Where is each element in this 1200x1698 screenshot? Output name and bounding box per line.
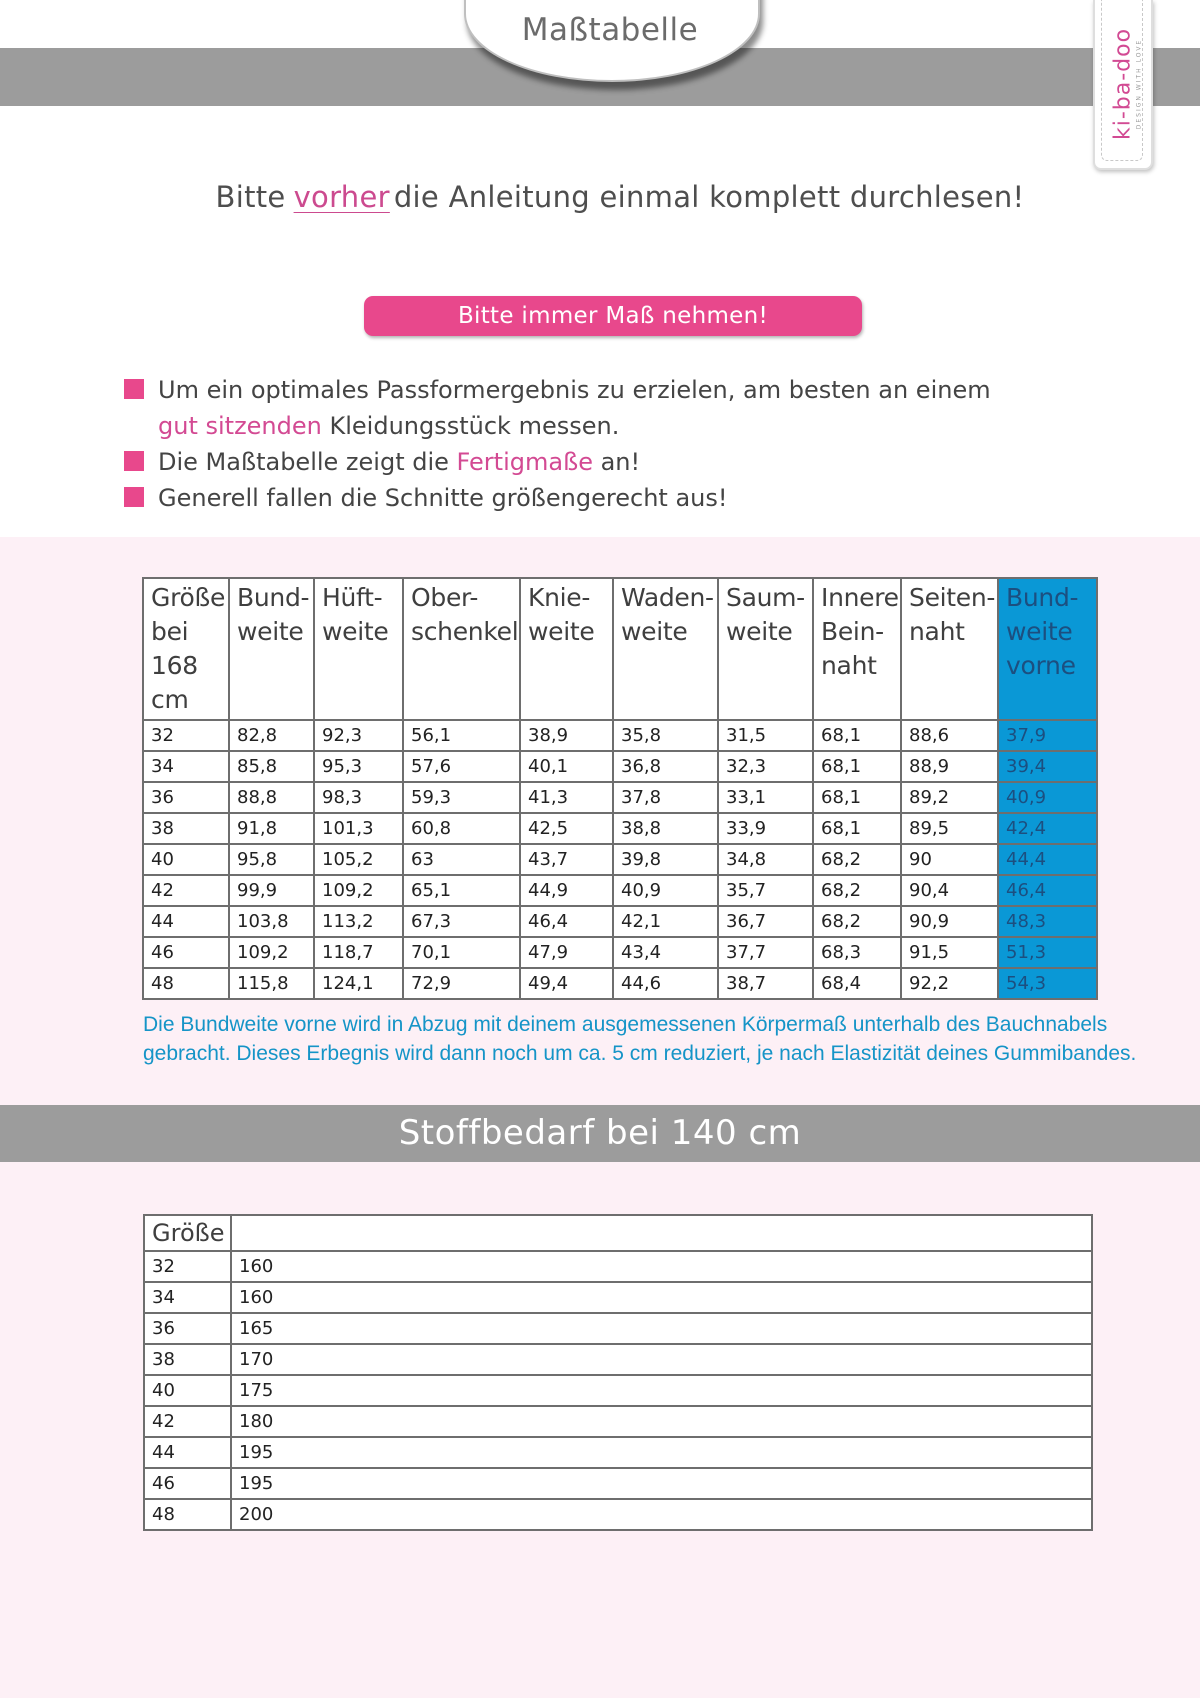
col-header: Innere Bein-naht: [813, 578, 901, 720]
table-cell: 38: [143, 813, 229, 844]
table-cell: 67,3: [403, 906, 520, 937]
table-cell: 91,5: [901, 937, 998, 968]
table-cell: 42: [144, 1406, 231, 1437]
table-row: [144, 1251, 1092, 1282]
table-cell: 70,1: [403, 937, 520, 968]
fabric-header-row: [144, 1215, 1092, 1251]
table-cell-highlight: 37,9: [998, 720, 1097, 751]
table-cell: 109,2: [314, 875, 403, 906]
page-title: Maßtabelle: [521, 12, 699, 48]
note-1-after: Kleidungsstück messen.: [329, 412, 620, 440]
note-2-highlight: Fertigmaße: [456, 448, 593, 476]
table-cell: 35,8: [613, 720, 718, 751]
table-cell: 44: [143, 906, 229, 937]
table-row: [143, 906, 1097, 937]
table-cell: 95,3: [314, 751, 403, 782]
bullet-square-icon: [124, 379, 144, 399]
table-cell: 109,2: [229, 937, 314, 968]
table-cell: 43,7: [520, 844, 613, 875]
table-row: [143, 875, 1097, 906]
table-cell: 68,1: [813, 720, 901, 751]
table-cell: 195: [231, 1437, 1092, 1468]
table-cell: 170: [231, 1344, 1092, 1375]
table-cell: 36,8: [613, 751, 718, 782]
table-cell: 47,9: [520, 937, 613, 968]
table-cell: 33,9: [718, 813, 813, 844]
table-cell: 32: [144, 1251, 231, 1282]
col-header: Seiten-naht: [901, 578, 998, 720]
table-row: [144, 1437, 1092, 1468]
table-cell-highlight: 46,4: [998, 875, 1097, 906]
note-item: [124, 372, 1124, 444]
intro-highlight: vorher: [293, 180, 390, 214]
table-cell: 91,8: [229, 813, 314, 844]
table-cell: 32,3: [718, 751, 813, 782]
table-cell: 88,9: [901, 751, 998, 782]
table-cell: 60,8: [403, 813, 520, 844]
table-cell: 44,6: [613, 968, 718, 999]
table-cell: 42,1: [613, 906, 718, 937]
col-header: Hüft-weite: [314, 578, 403, 720]
table-cell: 37,8: [613, 782, 718, 813]
table-cell: 41,3: [520, 782, 613, 813]
table-cell: 90,4: [901, 875, 998, 906]
note-1-continued: [158, 408, 1124, 444]
table-row: [144, 1375, 1092, 1406]
table-cell: 65,1: [403, 875, 520, 906]
table-row: [144, 1344, 1092, 1375]
col-header: Größe bei 168 cm: [143, 578, 229, 720]
table-cell: 39,8: [613, 844, 718, 875]
table-cell: 68,3: [813, 937, 901, 968]
table-cell: 35,7: [718, 875, 813, 906]
table-cell: 57,6: [403, 751, 520, 782]
table-row: [143, 844, 1097, 875]
table-cell: 68,2: [813, 906, 901, 937]
note-item: [124, 480, 1124, 516]
table-cell: 101,3: [314, 813, 403, 844]
table-cell: 95,8: [229, 844, 314, 875]
table-row: [144, 1406, 1092, 1437]
table-cell: 36,7: [718, 906, 813, 937]
table-cell: 38: [144, 1344, 231, 1375]
table-cell: 49,4: [520, 968, 613, 999]
logo-text: ki-ba-doo: [1110, 27, 1136, 141]
table-cell: 33,1: [718, 782, 813, 813]
table-cell: 92,3: [314, 720, 403, 751]
table-cell: 88,8: [229, 782, 314, 813]
table-cell: 68,4: [813, 968, 901, 999]
table-cell: 40,9: [613, 875, 718, 906]
table-cell: 38,9: [520, 720, 613, 751]
note-1-highlight: gut sitzenden: [158, 412, 322, 440]
intro-line: [0, 180, 1200, 214]
table-cell: 68,2: [813, 844, 901, 875]
table-cell: 89,5: [901, 813, 998, 844]
table-cell: 56,1: [403, 720, 520, 751]
notes-list: [124, 372, 1124, 516]
table-row: [143, 813, 1097, 844]
table-cell: 38,8: [613, 813, 718, 844]
table-cell: 98,3: [314, 782, 403, 813]
table-cell: 200: [231, 1499, 1092, 1530]
measure-notice: Bitte immer Maß nehmen!: [364, 296, 862, 336]
table-cell: 44: [144, 1437, 231, 1468]
table-cell: 90,9: [901, 906, 998, 937]
table-cell: 40: [144, 1375, 231, 1406]
table-cell: 85,8: [229, 751, 314, 782]
table-cell: 36: [143, 782, 229, 813]
table-row: [143, 782, 1097, 813]
table-cell: 68,1: [813, 751, 901, 782]
table-cell: 72,9: [403, 968, 520, 999]
size-table-header-row: [143, 578, 1097, 720]
table-cell: 37,7: [718, 937, 813, 968]
table-cell: 180: [231, 1406, 1092, 1437]
table-cell: 34: [143, 751, 229, 782]
table-cell: 42,5: [520, 813, 613, 844]
fabric-title: Stoffbedarf bei 140 cm: [0, 1105, 1200, 1162]
table-cell: 46: [143, 937, 229, 968]
table-cell: 59,3: [403, 782, 520, 813]
note-item: [124, 444, 1124, 480]
table-cell: 160: [231, 1282, 1092, 1313]
table-cell: 105,2: [314, 844, 403, 875]
size-table: [142, 577, 1098, 1000]
table-cell: 90: [901, 844, 998, 875]
table-row: [144, 1499, 1092, 1530]
table-cell: 82,8: [229, 720, 314, 751]
table-cell: 124,1: [314, 968, 403, 999]
table-cell: 38,7: [718, 968, 813, 999]
table-cell-highlight: 54,3: [998, 968, 1097, 999]
table-cell-highlight: 51,3: [998, 937, 1097, 968]
table-cell: 63: [403, 844, 520, 875]
brand-logo: [1093, 0, 1153, 170]
table-cell: 115,8: [229, 968, 314, 999]
note-2-before: Die Maßtabelle zeigt die: [158, 448, 449, 476]
table-row: [143, 937, 1097, 968]
table-cell: 42: [143, 875, 229, 906]
table-cell: 32: [143, 720, 229, 751]
table-cell: 165: [231, 1313, 1092, 1344]
table-cell: 31,5: [718, 720, 813, 751]
col-header-highlight: Bund-weite vorne: [998, 578, 1097, 720]
bullet-square-icon: [124, 451, 144, 471]
note-3-text: Generell fallen die Schnitte größengerecht aus!: [158, 484, 728, 512]
table-cell: 160: [231, 1251, 1092, 1282]
col-header: Größe: [144, 1215, 231, 1251]
table-cell: 99,9: [229, 875, 314, 906]
table-cell: 48: [143, 968, 229, 999]
table-row: [143, 720, 1097, 751]
table-cell-highlight: 40,9: [998, 782, 1097, 813]
table-cell: 68,2: [813, 875, 901, 906]
table-cell: 44,9: [520, 875, 613, 906]
col-header: Waden-weite: [613, 578, 718, 720]
fabric-table: [143, 1214, 1093, 1531]
table-cell-highlight: 39,4: [998, 751, 1097, 782]
col-header-empty: [231, 1215, 1092, 1251]
table-cell: 103,8: [229, 906, 314, 937]
table-cell: 40: [143, 844, 229, 875]
table-cell-highlight: 44,4: [998, 844, 1097, 875]
table-row: [143, 751, 1097, 782]
table-cell: 113,2: [314, 906, 403, 937]
size-table-footnote: Die Bundweite vorne wird in Abzug mit deinem ausgemessenen Körpermaß unterhalb des Bauchnabels gebracht. Dieses Erbegnis wird dann noch um ca. 5 cm reduziert, je nach Elastizität deines Gummibandes.: [143, 1013, 1137, 1065]
intro-before: Bitte: [215, 180, 286, 214]
table-row: [144, 1313, 1092, 1344]
col-header: Bund-weite: [229, 578, 314, 720]
col-header: Knie-weite: [520, 578, 613, 720]
intro-after: die Anleitung einmal komplett durchlesen!: [393, 180, 1025, 214]
table-cell: 34,8: [718, 844, 813, 875]
table-cell: 89,2: [901, 782, 998, 813]
table-cell: 68,1: [813, 782, 901, 813]
table-cell: 118,7: [314, 937, 403, 968]
table-cell: 36: [144, 1313, 231, 1344]
table-cell-highlight: 48,3: [998, 906, 1097, 937]
table-cell: 46: [144, 1468, 231, 1499]
col-header: Saum-weite: [718, 578, 813, 720]
table-cell: 195: [231, 1468, 1092, 1499]
table-cell: 48: [144, 1499, 231, 1530]
table-cell: 43,4: [613, 937, 718, 968]
table-cell: 175: [231, 1375, 1092, 1406]
table-row: [143, 968, 1097, 999]
table-cell: 88,6: [901, 720, 998, 751]
bullet-square-icon: [124, 487, 144, 507]
table-cell: 68,1: [813, 813, 901, 844]
table-cell: 34: [144, 1282, 231, 1313]
table-cell: 46,4: [520, 906, 613, 937]
note-1-text: Um ein optimales Passformergebnis zu erzielen, am besten an einem: [158, 376, 991, 404]
table-row: [144, 1468, 1092, 1499]
table-row: [144, 1282, 1092, 1313]
note-2-after: an!: [600, 448, 641, 476]
table-cell: 40,1: [520, 751, 613, 782]
logo-subtext: DESIGN WITH LOVE: [1135, 38, 1143, 130]
table-cell: 92,2: [901, 968, 998, 999]
col-header: Ober-schenkel: [403, 578, 520, 720]
table-cell-highlight: 42,4: [998, 813, 1097, 844]
